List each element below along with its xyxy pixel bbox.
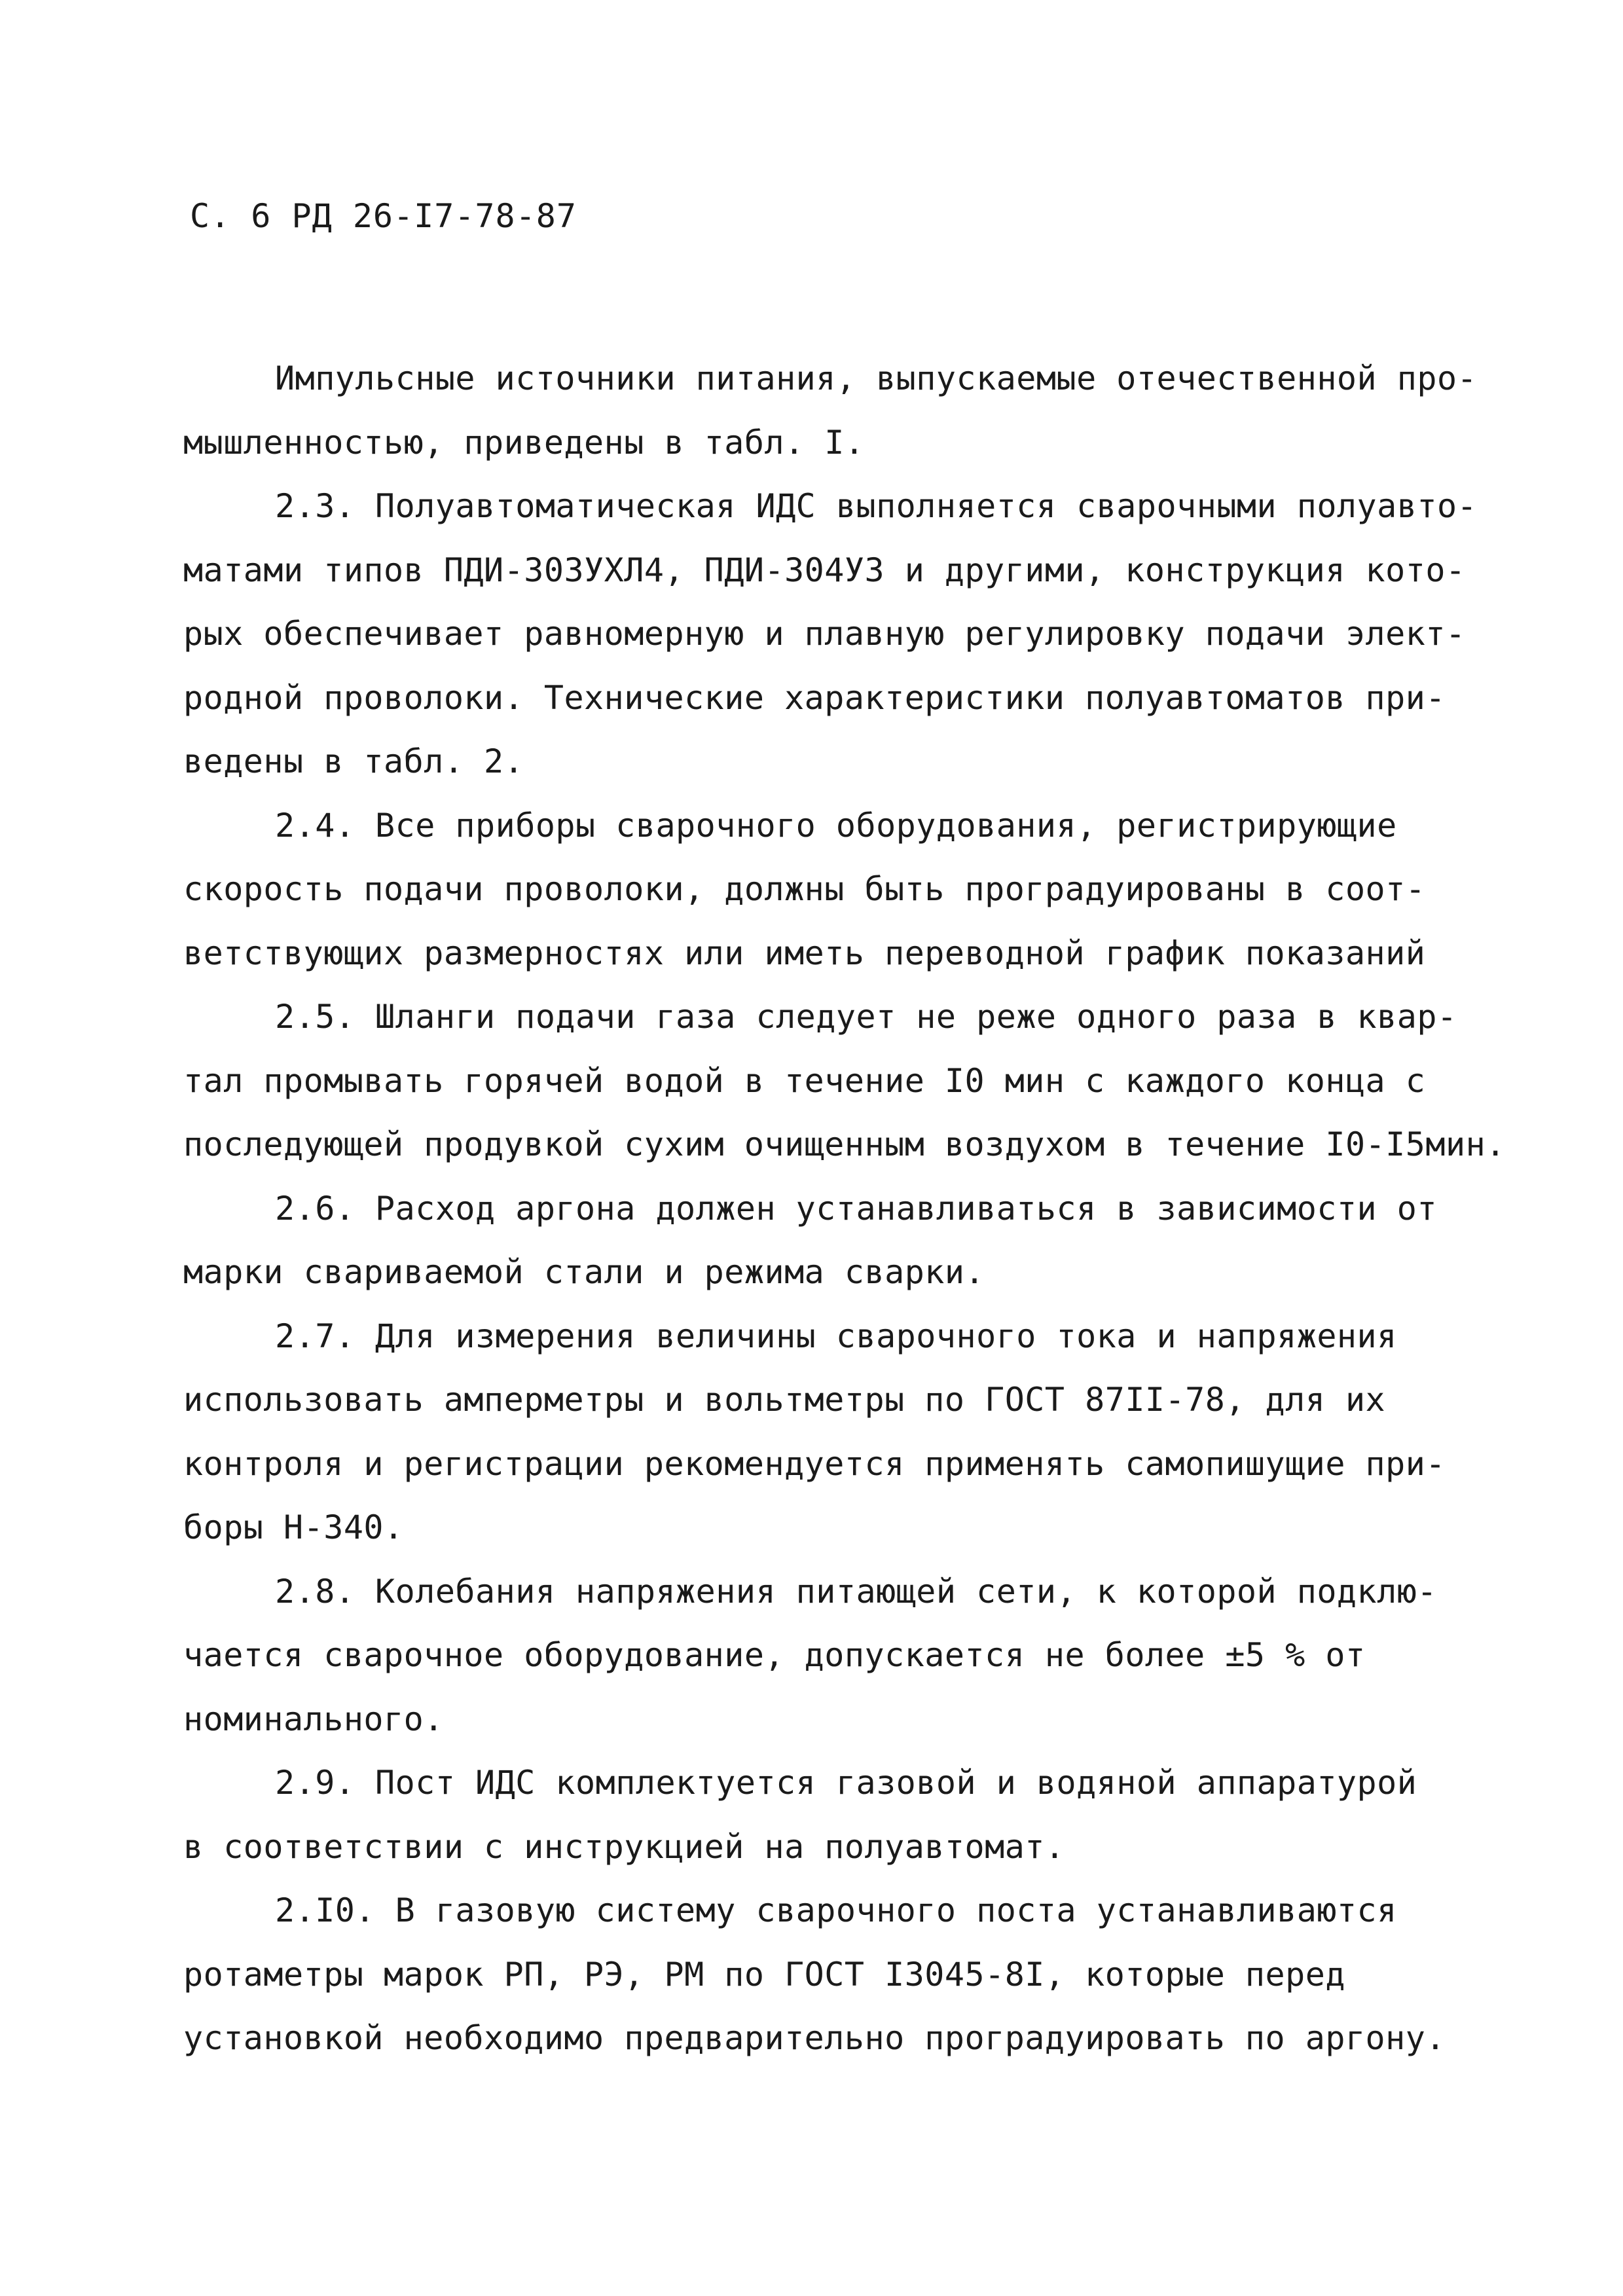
text-line: боры Н-340.: [183, 1508, 404, 1546]
paragraph-2-8: [183, 1560, 1453, 1752]
text-line: 2.6. Расход аргона должен устанавливаться в зависимости от: [275, 1189, 1437, 1228]
paragraph-2-3: [183, 475, 1478, 794]
text-line: рых обеспечивает равномерную и плавную регулировку подачи элект-: [183, 615, 1466, 653]
paragraph-2-7: [183, 1305, 1453, 1560]
text-line: использовать амперметры и вольтметры по ГОСТ 87II-78, для их: [183, 1381, 1386, 1419]
text-line: номинального.: [183, 1700, 444, 1738]
paragraph-2-9: [183, 1751, 1453, 1879]
text-line: тал промывать горячей водой в течение I0 мин с каждого конца с: [183, 1061, 1426, 1100]
text-line: установкой необходимо предварительно проградуировать по аргону.: [183, 2019, 1446, 2057]
text-line: 2.I0. В газовую систему сварочного поста устанавливаются: [275, 1891, 1397, 1929]
text-line: ведены в табл. 2.: [183, 742, 524, 780]
text-line: 2.8. Колебания напряжения питающей сети, к которой подклю-: [275, 1572, 1437, 1611]
document-body: [183, 347, 1506, 2071]
text-line: Импульсные источники питания, выпускаемые отечественной про-: [275, 359, 1478, 397]
text-line: ротаметры марок РП, РЭ, РМ по ГОСТ I3045-8I, которые перед: [183, 1955, 1345, 1994]
text-line: 2.9. Пост ИДС комплектуется газовой и водяной аппаратурой: [275, 1764, 1417, 1802]
text-line: в соответствии с инструкцией на полуавтомат.: [183, 1827, 1065, 1866]
text-line: родной проволоки. Технические характеристики полуавтоматов при-: [183, 678, 1446, 717]
text-line: ветствующих размерностях или иметь переводной график показаний: [183, 934, 1426, 972]
paragraph-intro: [183, 347, 1478, 475]
text-line: 2.3. Полуавтоматическая ИДС выполняется сварочными полуавто-: [275, 487, 1478, 525]
text-line: матами типов ПДИ-303УХЛ4, ПДИ-304УЗ и другими, конструкция кото-: [183, 551, 1466, 589]
text-line: 2.4. Все приборы сварочного оборудования, регистрирующие: [275, 806, 1397, 845]
paragraph-2-4: [183, 794, 1453, 986]
paragraph-2-6: [183, 1177, 1453, 1305]
text-line: последующей продувкой сухим очищенным воздухом в течение I0-I5мин.: [183, 1125, 1506, 1163]
text-line: мышленностью, приведены в табл. I.: [183, 423, 865, 462]
paragraph-2-5: [183, 985, 1506, 1177]
text-line: 2.7. Для измерения величины сварочного тока и напряжения: [275, 1317, 1397, 1355]
text-line: чается сварочное оборудование, допускается не более ±5 % от: [183, 1636, 1366, 1674]
text-line: скорость подачи проволоки, должны быть проградуированы в соот-: [183, 870, 1426, 908]
text-line: контроля и регистрации рекомендуется применять самопишущие при-: [183, 1444, 1446, 1483]
paragraph-2-10: [183, 1879, 1453, 2071]
page-header: [190, 190, 577, 242]
text-line: 2.5. Шланги подачи газа следует не реже одного раза в квар-: [275, 998, 1457, 1036]
text-line: марки свариваемой стали и режима сварки.: [183, 1253, 985, 1291]
page-reference: С. 6 РД 26-I7-78-87: [190, 197, 577, 235]
